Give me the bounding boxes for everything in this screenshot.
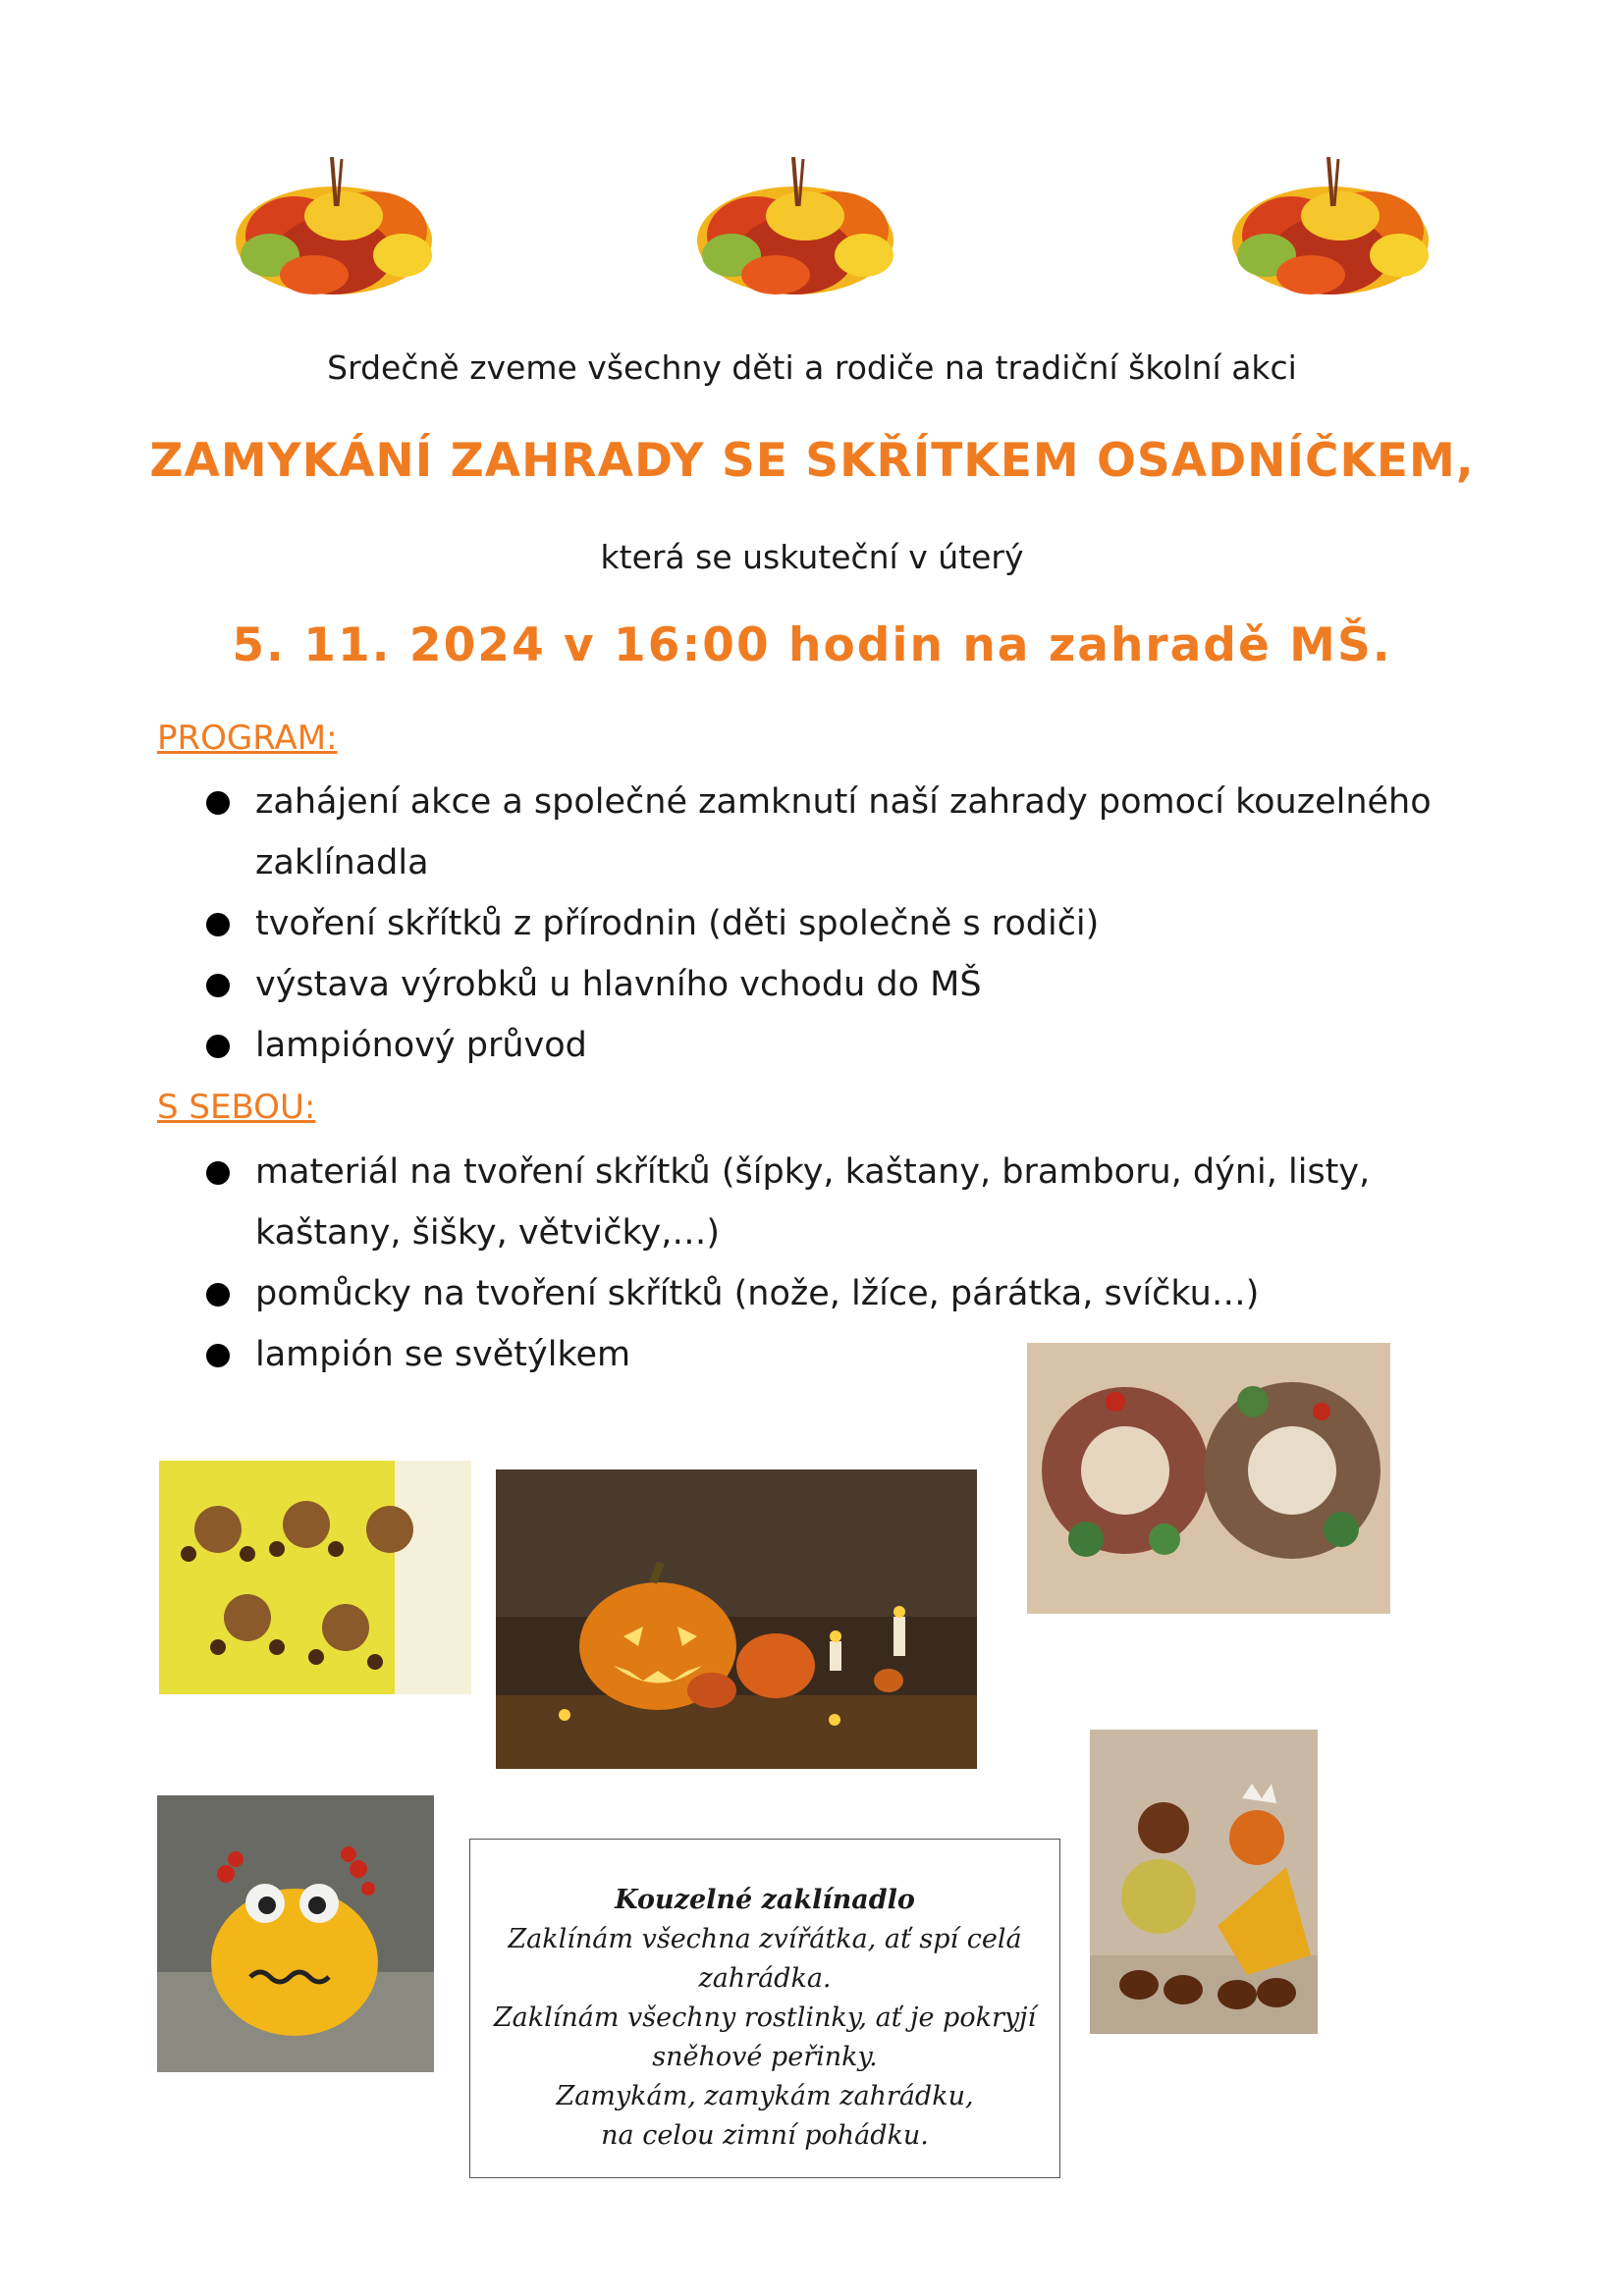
bullet-icon [206,1344,230,1367]
bullet-icon [206,974,230,997]
invitation-intro: Srdečně zveme všechny děti a rodiče na tradiční školní akci [327,348,1297,387]
autumn-leaves-image [226,147,442,304]
poem-line: na celou zimní pohádku. [601,2120,929,2151]
poem-box [469,1839,1060,2178]
wreaths-photo [1027,1343,1390,1614]
poem-line: Zaklínám všechny rostlinky, ať je pokryjí [493,2002,1037,2033]
event-datetime: 5. 11. 2024 v 16:00 hodin na zahradě MŠ. [232,618,1392,672]
list-item: tvoření skřítků z přírodnin (děti společně s rodiči) [206,893,1483,954]
program-list [206,772,1483,1076]
bullet-icon [206,1283,230,1307]
pumpkins-photo [496,1469,977,1769]
poem-line: sněhové peřinky. [652,2042,878,2072]
list-item: materiál na tvoření skřítků (šípky, kaštany, bramboru, dýni, listy, kaštany, šišky, větvičky,…) [206,1142,1443,1263]
bullet-icon [206,791,230,815]
bullet-icon [206,1035,230,1058]
pumpkin-face-photo [157,1795,434,2072]
program-heading: PROGRAM: [157,719,338,758]
chestnut-figures-photo [159,1461,471,1694]
poem-line: Zaklínám všechna zvířátka, ať spí celá [508,1924,1022,1954]
chestnut-dolls-photo [1090,1730,1318,2034]
bring-heading: S SEBOU: [157,1088,316,1127]
list-item: pomůcky na tvoření skřítků (nože, lžíce, párátka, svíčku…) [206,1263,1443,1324]
list-item: zahájení akce a společné zamknutí naší zahrady pomocí kouzelného zaklínadla [206,772,1483,893]
poem-title: Kouzelné zaklínadlo [615,1885,915,1915]
bullet-icon [206,1161,230,1185]
event-title: ZAMYKÁNÍ ZAHRADY SE SKŘÍTKEM OSADNÍČKEM, [149,434,1475,488]
list-item: lampiónový průvod [206,1015,1483,1076]
poem-line: zahrádka. [698,1963,832,1994]
autumn-leaves-image [687,147,903,304]
poem-line: Zamykám, zamykám zahrádku, [556,2081,974,2111]
autumn-leaves-image [1222,147,1438,304]
list-item: lampión se světýlkem [206,1324,1443,1385]
event-subtitle: která se uskuteční v úterý [600,538,1024,576]
list-item: výstava výrobků u hlavního vchodu do MŠ [206,954,1483,1015]
bullet-icon [206,913,230,936]
